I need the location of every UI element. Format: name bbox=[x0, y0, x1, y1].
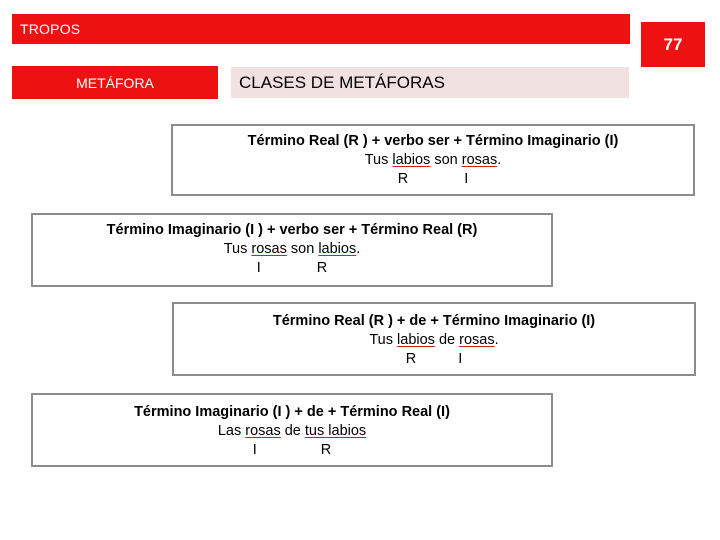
section-heading: CLASES DE METÁFORAS bbox=[231, 67, 629, 98]
example-sentence bbox=[369, 331, 498, 350]
underlined-term: labios bbox=[397, 332, 435, 348]
title-bar bbox=[12, 14, 630, 44]
term-letters bbox=[253, 441, 332, 460]
underlined-term: rosas bbox=[245, 423, 281, 439]
letter-a: I bbox=[256, 260, 261, 276]
underlined-term: labios bbox=[392, 152, 431, 168]
example-word: Tus bbox=[223, 241, 248, 257]
example-word: de bbox=[438, 332, 456, 348]
term-letters bbox=[406, 350, 463, 369]
example-word: de bbox=[284, 423, 301, 439]
underlined-term: rosas bbox=[461, 152, 498, 168]
metaphor-box-2 bbox=[31, 213, 553, 287]
underlined-term: tus labios bbox=[304, 423, 367, 439]
underlined-term: rosas bbox=[459, 332, 495, 348]
example-word: Tus bbox=[364, 152, 389, 168]
metaphor-box-3 bbox=[172, 302, 696, 376]
example-word: son bbox=[290, 241, 315, 257]
letter-b: I bbox=[464, 171, 469, 187]
formula-text: Término Real (R ) + verbo ser + Término Imaginario (I) bbox=[247, 133, 619, 149]
example-sentence bbox=[224, 240, 361, 259]
example-word: Las bbox=[217, 423, 242, 439]
formula-text: Término Real (R ) + de + Término Imaginario (I) bbox=[272, 313, 596, 329]
sentence-end: . bbox=[494, 332, 499, 348]
underlined-term: rosas bbox=[251, 241, 287, 257]
letter-a: I bbox=[252, 442, 257, 458]
underlined-term: labios bbox=[318, 241, 357, 257]
letter-a: R bbox=[397, 171, 409, 187]
sentence-end: . bbox=[497, 152, 502, 168]
section-label: METÁFORA bbox=[12, 66, 218, 99]
term-letters bbox=[257, 259, 328, 278]
slide-title: TROPOS bbox=[20, 21, 81, 37]
metaphor-box-4 bbox=[31, 393, 553, 467]
letter-b: R bbox=[320, 442, 332, 458]
example-sentence bbox=[365, 151, 502, 170]
formula-text: Término Imaginario (I ) + verbo ser + Término Real (R) bbox=[106, 222, 478, 238]
formula-text: Término Imaginario (I ) + de + Término Real (I) bbox=[134, 404, 450, 420]
letter-b: R bbox=[316, 260, 328, 276]
letter-a: R bbox=[405, 351, 417, 367]
page-number: 77 bbox=[641, 22, 705, 67]
metaphor-box-1 bbox=[171, 124, 695, 196]
sentence-end: . bbox=[356, 241, 361, 257]
example-word: son bbox=[434, 152, 458, 168]
letter-b: I bbox=[458, 351, 463, 367]
example-sentence bbox=[218, 422, 366, 441]
term-letters bbox=[398, 170, 469, 189]
example-word: Tus bbox=[369, 332, 393, 348]
